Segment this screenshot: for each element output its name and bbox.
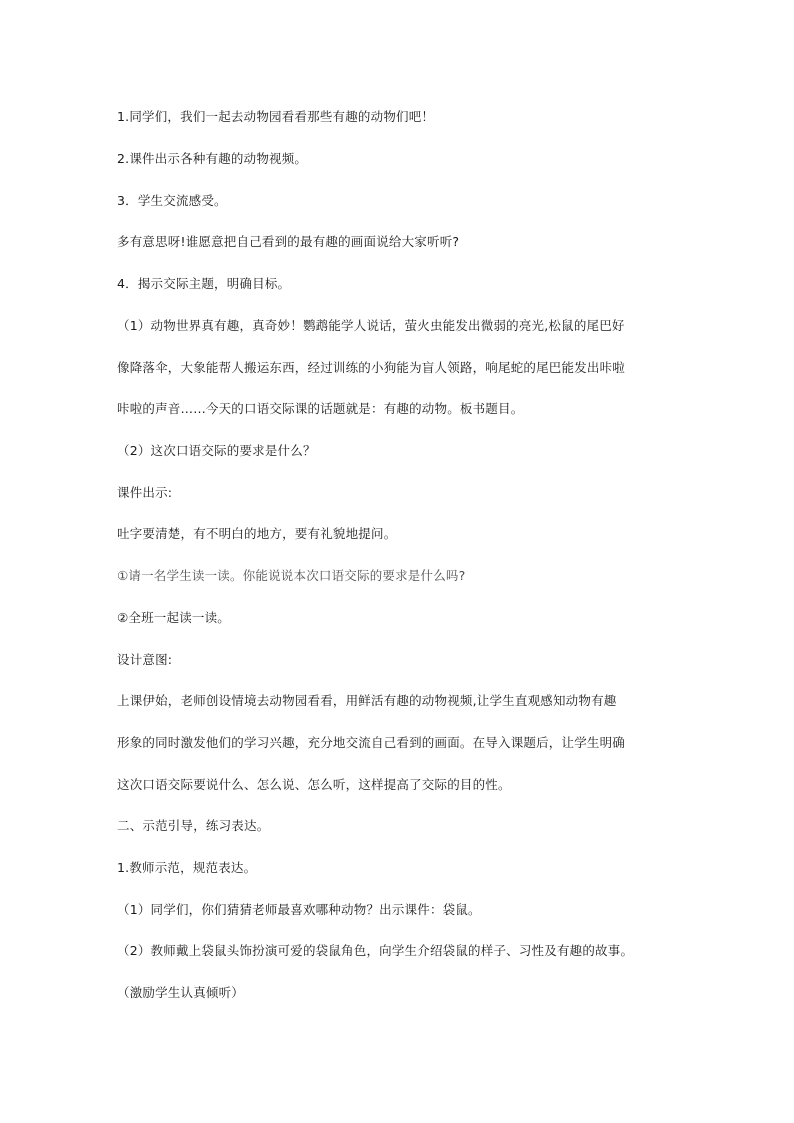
text-line-2: 2.课件出示各种有趣的动物视频。 xyxy=(117,151,308,166)
text-line-19: 1.教师示范，规范表达。 xyxy=(117,860,257,875)
text-line-20: （1）同学们，你们猜猜老师最喜欢哪种动物？出示课件：袋鼠。 xyxy=(117,902,481,917)
text-line-4: 多有意思呀!谁愿意把自己看到的最有趣的画面说给大家听听? xyxy=(117,234,460,249)
text-line-22: （激励学生认真倾听） xyxy=(117,985,245,1000)
text-line-17: 这次口语交际要说什么、怎么说、怎么听，这样提高了交际的目的性。 xyxy=(117,777,511,792)
text-line-12: ①请一名学生读一读。你能说说本次口语交际的要求是什么吗? xyxy=(117,568,466,583)
text-line-18: 二、示范引导，练习表达。 xyxy=(117,818,270,833)
text-line-5: 4．揭示交际主题，明确目标。 xyxy=(117,276,291,291)
text-line-21: （2）教师戴上袋鼠头饰扮演可爱的袋鼠角色，向学生介绍袋鼠的样子、习性及有趣的故事。 xyxy=(117,943,634,958)
text-line-8: 咔啦的声音……今天的口语交际课的话题就是：有趣的动物。板书题目。 xyxy=(117,401,524,416)
text-line-10: 课件出示: xyxy=(117,485,173,500)
text-line-3: 3．学生交流感受。 xyxy=(117,193,227,208)
text-line-15: 上课伊始，老师创设情境去动物园看看，用鲜活有趣的动物视频,让学生直观感知动物有趣 xyxy=(117,693,617,708)
text-line-13: ②全班一起读一读。 xyxy=(117,610,231,625)
text-line-14: 设计意图: xyxy=(117,652,173,667)
text-line-6: （1）动物世界真有趣，真奇妙！鹦鹉能学人说话，萤火虫能发出微弱的亮光,松鼠的尾巴好 xyxy=(117,318,625,333)
text-line-1: 1.同学们，我们一起去动物园看看那些有趣的动物们吧！ xyxy=(117,109,435,124)
text-line-9: （2）这次口语交际的要求是什么？ xyxy=(117,443,316,458)
text-line-16: 形象的同时激发他们的学习兴趣，充分地交流自己看到的画面。在导入课题后，让学生明确 xyxy=(117,735,626,750)
text-line-11: 吐字要清楚，有不明白的地方，要有礼貌地提问。 xyxy=(117,526,397,541)
text-line-7: 像降落伞，大象能帮人搬运东西，经过训练的小狗能为盲人领路，响尾蛇的尾巴能发出咔啦 xyxy=(117,360,626,375)
